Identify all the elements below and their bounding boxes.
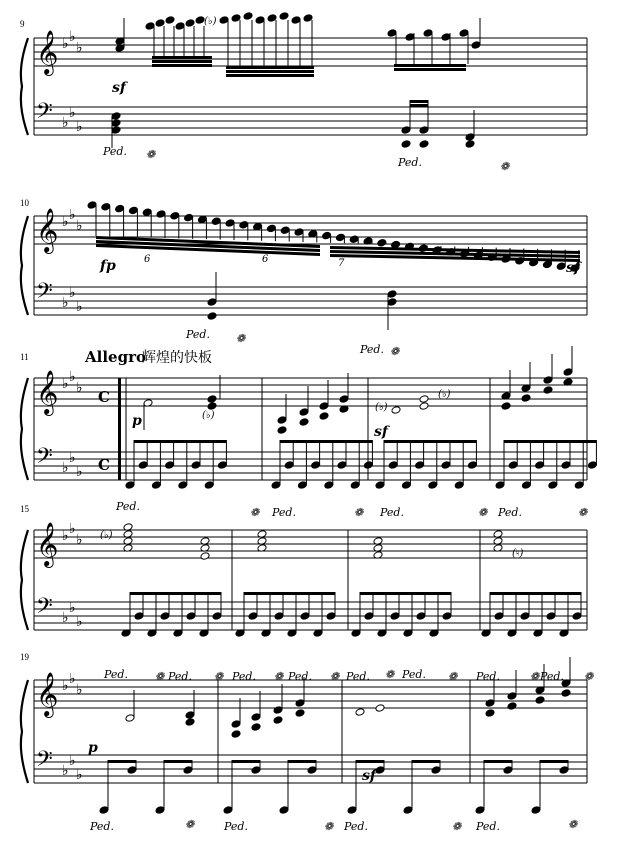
notehead xyxy=(223,806,233,815)
pedal-off: ❁ xyxy=(250,506,260,519)
notehead xyxy=(355,708,365,717)
pedal-on: Ped. xyxy=(288,670,312,683)
pedal-off: ❁ xyxy=(146,148,156,161)
notehead xyxy=(572,612,582,621)
dynamic-sf-m21: sf xyxy=(362,768,376,784)
pedal-off: ❁ xyxy=(500,160,510,173)
notehead xyxy=(248,612,258,621)
notehead xyxy=(561,689,571,698)
notehead xyxy=(299,418,309,427)
pedal-on: Ped. xyxy=(540,670,564,683)
tempo-translation: 辉煌的快板 xyxy=(142,350,212,366)
notehead xyxy=(142,208,152,217)
notehead xyxy=(111,126,121,135)
notehead xyxy=(239,221,249,230)
notehead xyxy=(279,806,289,815)
brace-icon xyxy=(21,216,28,315)
notehead xyxy=(405,33,415,42)
notehead xyxy=(271,481,281,490)
tuplet-6-a: 6 xyxy=(144,254,151,265)
notehead xyxy=(419,395,429,404)
notehead xyxy=(255,16,265,25)
notehead xyxy=(377,239,387,248)
pedal-on: Ped. xyxy=(116,500,140,513)
time-signature-treble: C xyxy=(98,388,110,406)
notehead xyxy=(319,412,329,421)
notehead xyxy=(231,720,241,729)
notehead xyxy=(185,19,195,28)
notehead xyxy=(390,612,400,621)
notehead xyxy=(266,224,276,233)
notehead xyxy=(375,481,385,490)
notehead xyxy=(391,406,401,415)
courtesy-flat-m15: (♭) xyxy=(100,530,113,541)
notehead xyxy=(178,481,188,490)
notehead xyxy=(217,461,227,470)
beam xyxy=(288,760,316,763)
notehead xyxy=(87,201,97,210)
flat-icon: ♭ xyxy=(69,521,76,537)
beam xyxy=(410,104,428,107)
notehead xyxy=(155,19,165,28)
notehead xyxy=(339,395,349,404)
flat-icon: ♭ xyxy=(62,610,69,626)
beam xyxy=(130,592,221,595)
notehead xyxy=(495,481,505,490)
pedal-off: ❁ xyxy=(478,506,488,519)
pedal-on: Ped. xyxy=(476,670,500,683)
pedal-off: ❁ xyxy=(385,668,395,681)
notehead xyxy=(183,766,193,775)
measure-number-10: 10 xyxy=(20,198,29,208)
notehead xyxy=(507,702,517,711)
pedal-off: ❁ xyxy=(568,818,578,831)
pedal-off: ❁ xyxy=(155,670,165,683)
beam xyxy=(360,592,451,595)
measure-number-9: 9 xyxy=(20,19,25,29)
notehead xyxy=(191,461,201,470)
pedal-off: ❁ xyxy=(448,670,458,683)
beam xyxy=(164,760,192,763)
bass-clef-icon: 𝄢 xyxy=(36,444,53,474)
notehead xyxy=(459,29,469,38)
notehead xyxy=(375,766,385,775)
beam xyxy=(108,760,136,763)
notehead xyxy=(548,481,558,490)
flat-icon: ♭ xyxy=(69,369,76,385)
flat-icon: ♭ xyxy=(76,464,83,480)
dynamic-fp-m10: fp xyxy=(100,258,116,274)
notehead xyxy=(319,402,329,411)
notehead xyxy=(349,235,359,244)
measure-number-19: 19 xyxy=(20,652,29,662)
courtesy-natural-m18: (♮) xyxy=(512,548,524,559)
notehead xyxy=(128,206,138,215)
pedal-on: Ped. xyxy=(90,820,114,833)
pedal-off: ❁ xyxy=(236,332,246,345)
notehead xyxy=(387,298,397,307)
beam xyxy=(384,440,476,443)
notehead xyxy=(363,461,373,470)
pedal-off: ❁ xyxy=(578,506,588,519)
notehead xyxy=(151,481,161,490)
notehead xyxy=(485,709,495,718)
brace-icon xyxy=(21,680,28,783)
beam xyxy=(152,56,212,59)
notehead xyxy=(428,481,438,490)
notehead xyxy=(401,126,411,135)
notehead xyxy=(423,29,433,38)
notehead xyxy=(186,612,196,621)
pedal-on: Ped. xyxy=(186,328,210,341)
notehead xyxy=(543,376,553,385)
dynamic-p-m19: p xyxy=(88,740,98,756)
notehead xyxy=(295,709,305,718)
notehead xyxy=(431,766,441,775)
notehead xyxy=(494,612,504,621)
flat-icon: ♭ xyxy=(76,299,83,315)
notehead xyxy=(543,386,553,395)
notehead xyxy=(561,461,571,470)
flat-icon: ♭ xyxy=(62,376,69,392)
dynamic-sf-m10: sf xyxy=(566,260,580,276)
notehead xyxy=(454,481,464,490)
notehead xyxy=(521,481,531,490)
pedal-on: Ped. xyxy=(232,670,256,683)
notehead xyxy=(364,612,374,621)
notehead xyxy=(125,714,135,723)
beam xyxy=(490,592,581,595)
bass-clef-icon: 𝄢 xyxy=(36,747,53,777)
flat-icon: ♭ xyxy=(76,682,83,698)
dynamic-sf-m9: sf xyxy=(112,80,126,96)
notehead xyxy=(403,806,413,815)
flat-icon: ♭ xyxy=(62,528,69,544)
beam xyxy=(394,64,466,67)
pedal-on: Ped. xyxy=(344,820,368,833)
notehead xyxy=(401,140,411,149)
pedal-on: Ped. xyxy=(360,343,384,356)
notehead xyxy=(125,481,135,490)
pedal-off: ❁ xyxy=(274,670,284,683)
notehead xyxy=(273,716,283,725)
notehead xyxy=(185,718,195,727)
courtesy-flat-m9: (♭) xyxy=(204,16,217,27)
beam xyxy=(412,760,440,763)
flat-icon: ♭ xyxy=(69,753,76,769)
notehead xyxy=(415,461,425,470)
beam xyxy=(540,760,568,763)
notehead xyxy=(273,706,283,715)
treble-clef-icon: 𝄞 xyxy=(36,208,59,252)
pedal-off: ❁ xyxy=(214,670,224,683)
notehead xyxy=(211,217,221,226)
notehead xyxy=(300,612,310,621)
pedal-off: ❁ xyxy=(390,345,400,358)
flat-icon: ♭ xyxy=(69,600,76,616)
notehead xyxy=(185,711,195,720)
notehead xyxy=(111,119,121,128)
measure-number-15: 15 xyxy=(20,504,29,514)
beam xyxy=(232,760,260,763)
flat-icon: ♭ xyxy=(62,36,69,52)
notehead xyxy=(115,204,125,213)
notehead xyxy=(207,312,217,321)
notehead xyxy=(535,696,545,705)
notehead xyxy=(307,766,317,775)
notehead xyxy=(204,481,214,490)
notehead xyxy=(251,766,261,775)
pedal-off: ❁ xyxy=(330,670,340,683)
bass-clef-icon: 𝄢 xyxy=(36,594,53,624)
notehead xyxy=(134,612,144,621)
notehead xyxy=(337,461,347,470)
notehead xyxy=(559,766,569,775)
flat-icon: ♭ xyxy=(76,532,83,548)
notehead xyxy=(416,612,426,621)
notehead xyxy=(284,461,294,470)
notehead xyxy=(175,22,185,31)
notehead xyxy=(520,612,530,621)
flat-icon: ♭ xyxy=(69,285,76,301)
flat-icon: ♭ xyxy=(62,214,69,230)
notehead xyxy=(184,213,194,222)
notehead xyxy=(419,140,429,149)
notehead xyxy=(556,262,566,271)
flat-icon: ♭ xyxy=(62,460,69,476)
pedal-off: ❁ xyxy=(530,670,540,683)
notehead xyxy=(503,766,513,775)
treble-clef-icon: 𝄞 xyxy=(36,672,59,716)
notehead xyxy=(155,806,165,815)
notehead xyxy=(587,461,597,470)
notehead xyxy=(326,612,336,621)
notehead xyxy=(535,461,545,470)
notehead xyxy=(225,219,235,228)
notehead xyxy=(212,612,222,621)
notehead xyxy=(507,692,517,701)
bass-clef-icon: 𝄢 xyxy=(36,279,53,309)
notehead xyxy=(501,402,511,411)
notehead xyxy=(207,402,217,411)
pedal-on: Ped. xyxy=(380,506,404,519)
dynamic-p-m11: p xyxy=(132,413,142,429)
notehead xyxy=(243,12,253,21)
notehead xyxy=(101,203,111,212)
notehead xyxy=(280,226,290,235)
flat-icon: ♭ xyxy=(69,105,76,121)
notehead xyxy=(267,14,277,23)
notehead xyxy=(350,481,360,490)
notehead xyxy=(574,481,584,490)
notehead xyxy=(441,461,451,470)
notehead xyxy=(160,612,170,621)
notehead xyxy=(219,16,229,25)
beam xyxy=(394,68,466,71)
notehead xyxy=(471,41,481,50)
notehead xyxy=(563,368,573,377)
notehead xyxy=(485,699,495,708)
notehead xyxy=(231,730,241,739)
notehead xyxy=(375,704,385,713)
notehead xyxy=(324,481,334,490)
notehead xyxy=(111,112,121,121)
notehead xyxy=(303,14,313,23)
notehead xyxy=(165,461,175,470)
flat-icon: ♭ xyxy=(69,29,76,45)
notehead xyxy=(322,231,332,240)
notehead xyxy=(387,290,397,299)
tuplet-6-b: 6 xyxy=(262,254,269,265)
notehead xyxy=(387,29,397,38)
notehead xyxy=(294,228,304,237)
courtesy-flat-m13a: (♭) xyxy=(375,402,388,413)
notehead xyxy=(207,298,217,307)
notehead xyxy=(531,806,541,815)
notehead xyxy=(311,461,321,470)
notehead xyxy=(475,806,485,815)
pedal-off: ❁ xyxy=(185,818,195,831)
courtesy-flat-m11: (♭) xyxy=(202,410,215,421)
notehead xyxy=(274,612,284,621)
flat-icon: ♭ xyxy=(76,614,83,630)
pedal-off: ❁ xyxy=(452,820,462,833)
notehead xyxy=(419,126,429,135)
pedal-on: Ped. xyxy=(103,145,127,158)
treble-clef-icon: 𝄞 xyxy=(36,30,59,74)
notehead xyxy=(542,260,552,269)
notehead xyxy=(521,394,531,403)
tempo-marking: Allegro xyxy=(85,348,146,366)
notehead xyxy=(295,699,305,708)
notehead xyxy=(291,16,301,25)
notehead xyxy=(138,461,148,470)
flat-icon: ♭ xyxy=(76,218,83,234)
pedal-on: Ped. xyxy=(104,668,128,681)
pedal-on: Ped. xyxy=(398,156,422,169)
notehead xyxy=(401,481,411,490)
beam xyxy=(226,66,314,69)
pedal-on: Ped. xyxy=(498,506,522,519)
flat-icon: ♭ xyxy=(76,767,83,783)
notehead xyxy=(347,806,357,815)
notehead xyxy=(335,233,345,242)
notehead xyxy=(156,210,166,219)
beam xyxy=(504,440,596,443)
notehead xyxy=(145,22,155,31)
notehead xyxy=(127,766,137,775)
notehead xyxy=(388,461,398,470)
pedal-off: ❁ xyxy=(584,670,594,683)
brace-icon xyxy=(21,38,28,135)
pedal-on: Ped. xyxy=(168,670,192,683)
notehead xyxy=(170,212,180,221)
pedal-on: Ped. xyxy=(272,506,296,519)
pedal-off: ❁ xyxy=(324,820,334,833)
beam xyxy=(226,70,314,73)
flat-icon: ♭ xyxy=(69,671,76,687)
notehead xyxy=(251,723,261,732)
notehead xyxy=(546,612,556,621)
measure-number-11: 11 xyxy=(20,352,29,362)
flat-icon: ♭ xyxy=(69,207,76,223)
notehead xyxy=(165,16,175,25)
brace-icon xyxy=(21,530,28,630)
notehead xyxy=(299,408,309,417)
notehead xyxy=(297,481,307,490)
beam xyxy=(134,440,226,443)
pedal-on: Ped. xyxy=(346,670,370,683)
tuplet-7: 7 xyxy=(338,258,345,269)
notehead xyxy=(231,14,241,23)
flat-icon: ♭ xyxy=(62,678,69,694)
repeat-barline xyxy=(118,378,121,480)
dynamic-sf-m13: sf xyxy=(374,424,388,440)
beam xyxy=(280,440,372,443)
flat-icon: ♭ xyxy=(76,380,83,396)
flat-icon: ♭ xyxy=(69,450,76,466)
beam xyxy=(226,74,314,77)
notehead xyxy=(508,461,518,470)
notehead xyxy=(207,395,217,404)
bass-clef-icon: 𝄢 xyxy=(36,99,53,129)
pedal-on: Ped. xyxy=(224,820,248,833)
beam xyxy=(410,100,428,103)
notehead xyxy=(442,612,452,621)
flat-icon: ♭ xyxy=(62,763,69,779)
pedal-on: Ped. xyxy=(402,668,426,681)
beam xyxy=(152,60,212,63)
flat-icon: ♭ xyxy=(76,40,83,56)
courtesy-flat-m13b: (♭) xyxy=(438,389,451,400)
brace-icon xyxy=(21,378,28,480)
notehead xyxy=(467,461,477,470)
notehead xyxy=(277,426,287,435)
notehead xyxy=(465,140,475,149)
treble-clef-icon: 𝄞 xyxy=(36,370,59,414)
notehead xyxy=(279,12,289,21)
notehead xyxy=(277,416,287,425)
notehead xyxy=(465,133,475,142)
beam xyxy=(152,64,212,67)
beam xyxy=(244,592,335,595)
notehead xyxy=(200,552,210,561)
beam xyxy=(484,760,512,763)
notehead xyxy=(441,33,451,42)
flat-icon: ♭ xyxy=(76,119,83,135)
beam xyxy=(356,760,384,763)
time-signature-bass: C xyxy=(98,456,110,474)
flat-icon: ♭ xyxy=(62,295,69,311)
notehead xyxy=(251,713,261,722)
notehead xyxy=(99,806,109,815)
notehead xyxy=(419,402,429,411)
pedal-on: Ped. xyxy=(476,820,500,833)
treble-clef-icon: 𝄞 xyxy=(36,522,59,566)
flat-icon: ♭ xyxy=(62,115,69,131)
pedal-off: ❁ xyxy=(354,506,364,519)
